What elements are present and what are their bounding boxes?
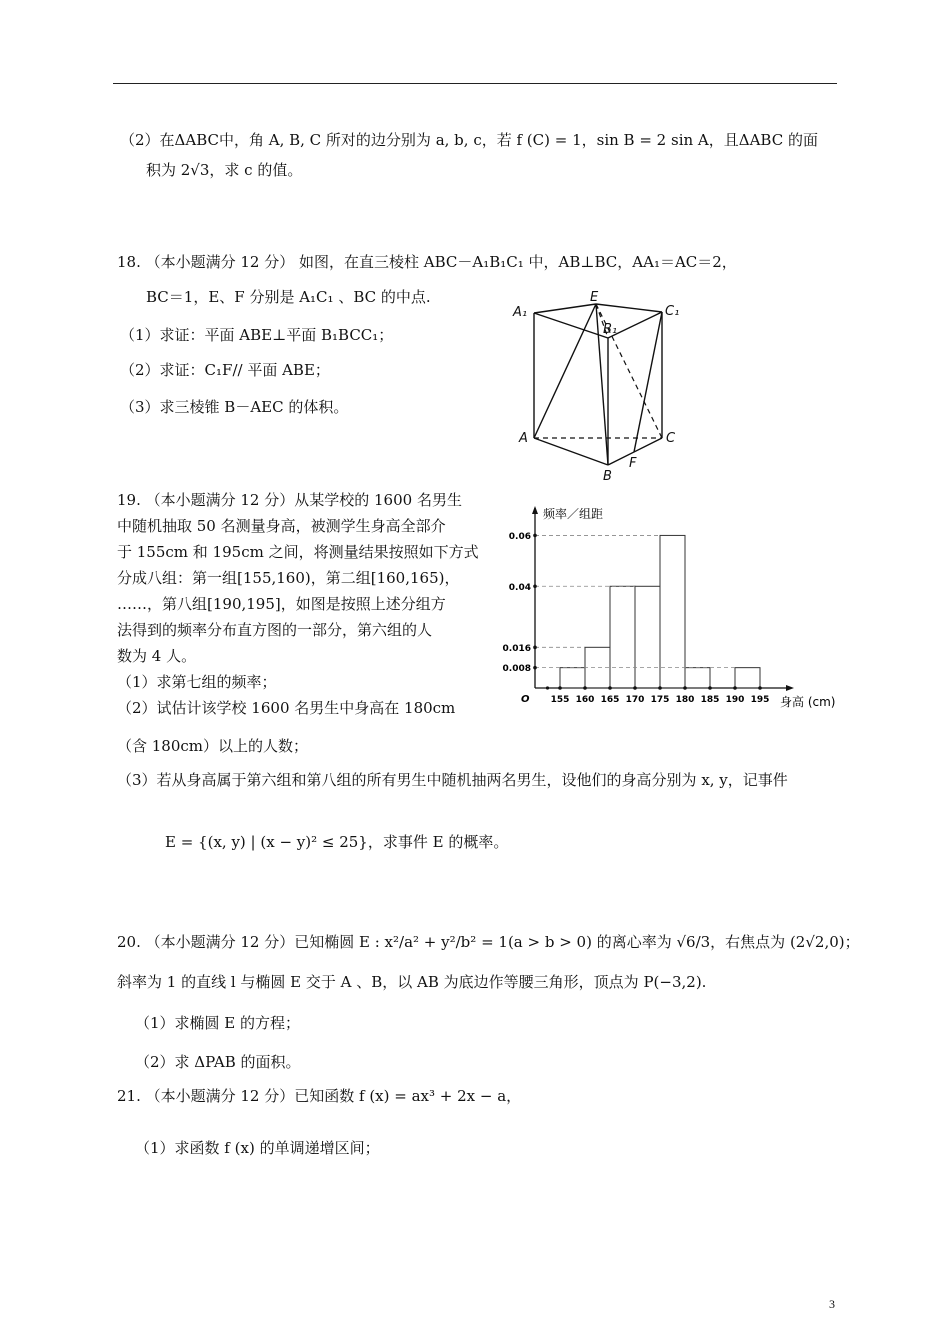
x-tick-dot xyxy=(683,686,687,690)
histogram-bar xyxy=(660,535,685,688)
histogram-bar xyxy=(685,668,710,688)
q21-head: 21. （本小题满分 12 分）已知函数 f (x) = ax³ + 2x − a， xyxy=(117,1087,522,1105)
x-tick-label: 190 xyxy=(725,695,745,705)
x-tick-label: 170 xyxy=(625,695,645,705)
x-tick-dot xyxy=(758,686,762,690)
x-tick-label: 155 xyxy=(550,695,570,705)
x-tick-dot xyxy=(708,686,712,690)
label-e: E xyxy=(590,290,599,305)
label-c: C xyxy=(666,431,676,446)
q19-line-1: 19. （本小题满分 12 分）从某学校的 1600 名男生 xyxy=(117,491,462,509)
q20-part1: （1）求椭圆 E 的方程； xyxy=(135,1014,301,1032)
q18-part3: （3）求三棱锥 B－AEC 的体积。 xyxy=(120,398,349,416)
label-a: A xyxy=(519,431,528,446)
x-tick-label: 165 xyxy=(600,695,620,705)
label-c1: C₁ xyxy=(665,304,680,319)
label-b: B xyxy=(603,469,612,484)
histogram-bar xyxy=(560,668,585,688)
q20-head: 20. （本小题满分 12 分）已知椭圆 E : x²/a² + y²/b² = 1(a > b > 0) 的离心率为 √6/3，右焦点为 (2√2,0)； xyxy=(117,933,860,951)
x-tick-label: 195 xyxy=(750,695,770,705)
y-tick-dot xyxy=(533,646,537,650)
histogram-bar xyxy=(635,586,660,688)
x-tick-dot xyxy=(658,686,662,690)
q18-part2: （2）求证：C₁F// 平面 ABE； xyxy=(120,361,330,379)
y-tick-label: 0.008 xyxy=(502,664,531,675)
q19-line-cont: （含 180cm）以上的人数； xyxy=(117,737,309,755)
q19-line-5: ……，第八组[190,195]，如图是按照上述分组方 xyxy=(117,595,446,613)
page-number: 3 xyxy=(829,1297,835,1311)
y-tick-label: 0.016 xyxy=(502,643,531,654)
q19-line-4: 分成八组：第一组[155,160)，第二组[160,165)， xyxy=(117,569,460,587)
x-tick-dot xyxy=(608,686,612,690)
x-tick-dot xyxy=(558,686,562,690)
q19-line-8: （1）求第七组的频率； xyxy=(117,673,277,691)
header-rule xyxy=(113,83,837,84)
histogram-bar xyxy=(610,586,635,688)
y-tick-dot xyxy=(533,534,537,538)
x-tick-label: 175 xyxy=(650,695,670,705)
chart-ylabel: 频率／组距 xyxy=(543,507,604,521)
q20-part2: （2）求 ΔPAB 的面积。 xyxy=(135,1053,301,1071)
y-tick-label: 0.06 xyxy=(508,531,531,542)
x-tick-label: 180 xyxy=(675,695,695,705)
x-minor-dot xyxy=(546,686,549,689)
q19-event: E = {(x, y) | (x − y)² ≤ 25}，求事件 E 的概率。 xyxy=(165,833,509,851)
chart-origin: O xyxy=(521,694,530,705)
q17-part2-line1: （2）在ΔABC中，角 A, B, C 所对的边分别为 a, b, c，若 f (C) = 1，sin B = 2 sin A，且ΔABC 的面 xyxy=(120,131,818,149)
chart-xlabel: 身高 (cm) xyxy=(780,695,836,709)
y-tick-label: 0.04 xyxy=(508,582,531,593)
x-tick-dot xyxy=(583,686,587,690)
q21-part1: （1）求函数 f (x) 的单调递增区间； xyxy=(135,1139,380,1157)
x-tick-label: 160 xyxy=(575,695,595,705)
q19-line-2: 中随机抽取 50 名测量身高，被测学生身高全部介 xyxy=(117,517,446,535)
y-tick-dot xyxy=(533,584,537,588)
q19-line-3: 于 155cm 和 195cm 之间，将测量结果按照如下方式 xyxy=(117,543,479,561)
label-b1: B₁ xyxy=(603,322,618,337)
q20-line2: 斜率为 1 的直线 l 与椭圆 E 交于 A 、B，以 AB 为底边作等腰三角形，顶点为 P(−3,2). xyxy=(117,973,707,991)
q19-line-6: 法得到的频率分布直方图的一部分，第六组的人 xyxy=(117,621,433,639)
x-tick-dot xyxy=(733,686,737,690)
frequency-histogram xyxy=(495,500,836,730)
label-a1: A₁ xyxy=(513,305,528,320)
q18-part1: （1）求证：平面 ABE⊥平面 B₁BCC₁； xyxy=(120,326,394,344)
x-tick-dot xyxy=(633,686,637,690)
q18-line2: BC＝1，E、F 分别是 A₁C₁ 、BC 的中点. xyxy=(146,288,431,306)
x-tick-label: 185 xyxy=(700,695,720,705)
label-f: F xyxy=(629,456,637,471)
q19-part3: （3）若从身高属于第六组和第八组的所有男生中随机抽两名男生，设他们的身高分别为 x, y，记事件 xyxy=(117,771,788,789)
q19-line-7: 数为 4 人。 xyxy=(117,647,197,665)
prism-figure xyxy=(510,290,690,485)
q17-part2-line2: 积为 2√3，求 c 的值。 xyxy=(146,161,303,179)
q19-line-9: （2）试估计该学校 1600 名男生中身高在 180cm xyxy=(117,699,456,717)
y-tick-dot xyxy=(533,666,537,670)
histogram-bar xyxy=(735,668,760,688)
q18-head: 18. （本小题满分 12 分） 如图，在直三棱柱 ABC－A₁B₁C₁ 中，AB⊥BC，AA₁＝AC＝2， xyxy=(117,253,737,271)
